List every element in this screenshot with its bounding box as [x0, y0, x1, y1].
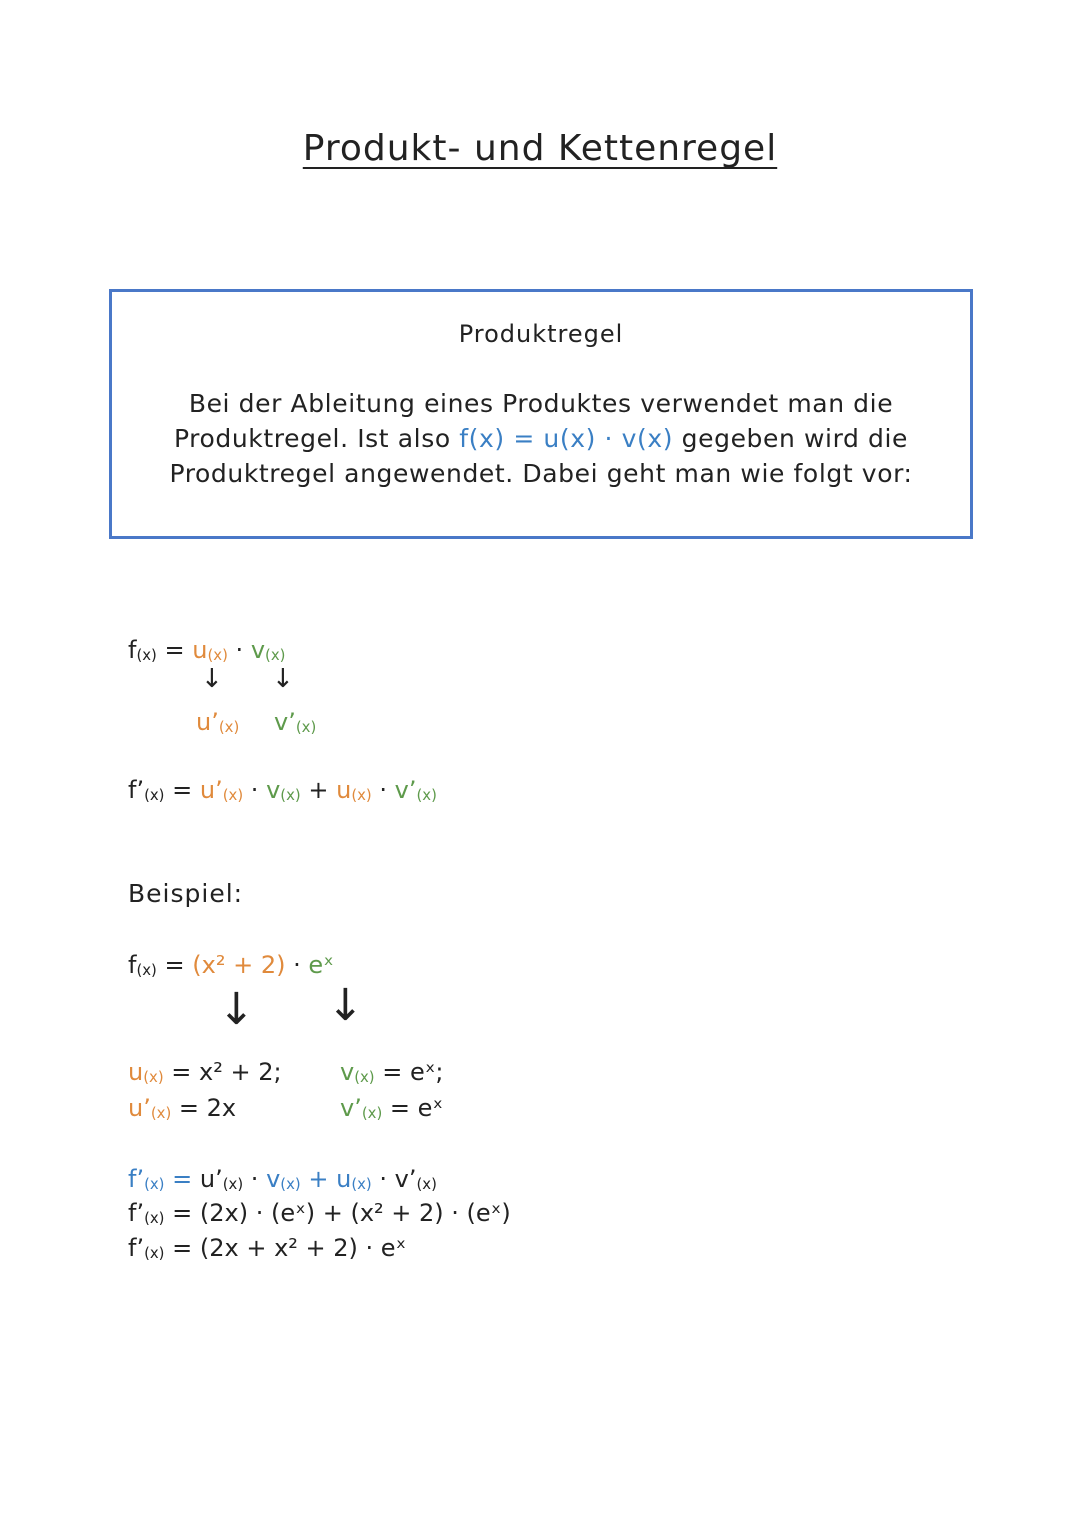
rule-box-line-1: Bei der Ableitung eines Produktes verwendet man die [188, 389, 894, 418]
arrow-down-icon: ↓ [272, 664, 294, 694]
arrow-down-icon: ↓ [201, 664, 223, 694]
rule-box-heading: Produktregel [458, 320, 624, 348]
product-rule-formula: $f’_{(x)}$ = $u’_{(x)} \cdot v_{(x)} + u_{(x)}$ · $v’_{(x)}$ [128, 776, 437, 805]
scheme-function: $f_{(x)} = u_{(x)} \cdot v_{(x)}$ [128, 636, 286, 665]
u-prime-definition: $u’_{(x)} = 2x$ [128, 1094, 237, 1123]
v-definition: $v_{(x)}$ = eˣ; [340, 1058, 444, 1087]
page-title: Produkt- und Kettenregel [302, 128, 778, 169]
solution-step-1: $f’_{(x)}$ = $u’_{(x)} \cdot v_{(x)} + u_{(x)}$ · $v’_{(x)}$ [128, 1165, 437, 1194]
v-prime-definition: $v’_{(x)}$ = eˣ [340, 1094, 444, 1123]
example-function: $f_{(x)} = (x^2 + 2)$ · eˣ [128, 951, 334, 980]
solution-step-2: $f’_{(x)} = (2x)$ · (eˣ) + (x² + 2) · (eˣ) [128, 1199, 511, 1228]
example-label: Beispiel: [128, 879, 244, 908]
arrow-down-icon: ↓ [327, 980, 364, 1031]
arrow-down-icon: ↓ [218, 984, 255, 1035]
rule-box [109, 289, 973, 539]
rule-box-text [112, 386, 970, 491]
rule-box-line-2: Produktregel. Ist also f(x) = u(x) · v(x) gegeben wird die [173, 424, 909, 453]
inline-formula: f(x) = u(x) · v(x) [459, 424, 674, 453]
scheme-v-prime: $v’_{(x)}$ [274, 708, 317, 737]
rule-box-line-3: Produktregel angewendet. Dabei geht man wie folgt vor: [169, 459, 913, 488]
solution-step-3: $f’_{(x)} = (2x + x^2 + 2)$ · eˣ [128, 1234, 407, 1263]
u-definition: $u_{(x)} = x^2 + 2$; [128, 1058, 282, 1087]
scheme-u-prime: $u’_{(x)}$ [196, 708, 240, 737]
